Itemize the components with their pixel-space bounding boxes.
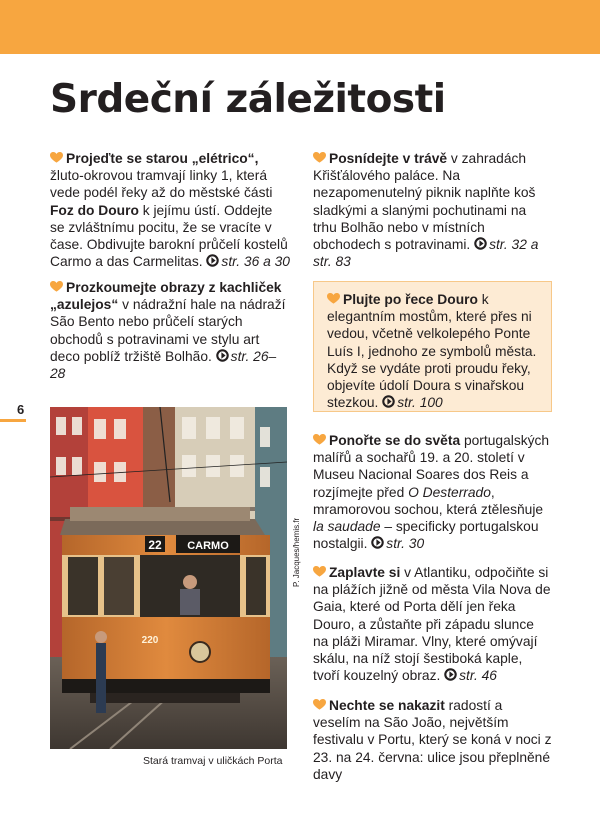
page-reference-icon	[216, 349, 229, 362]
page-number-rule	[0, 419, 26, 422]
page-reference-icon	[206, 254, 219, 267]
heart-icon	[313, 434, 326, 445]
heart-icon	[50, 281, 63, 292]
heart-icon	[313, 566, 326, 577]
photo-caption: Stará tramvaj v uličkách Porta	[143, 755, 283, 767]
photo-credit-text: P. Jacques/hemis.fr	[292, 517, 301, 587]
page-title: Srdeční záležitosti	[50, 77, 446, 122]
heart-icon	[313, 152, 326, 163]
item-text: v nádražní hale na nádraží São Bento nebo průčelí starých obchodů s potravinami ve stylu art deco poblíž tržiště Bolhão.	[50, 297, 286, 364]
item-text: k elegantním mostům, které přes ni vedou, včetně velkolepého Ponte Luís I, jednoho ze symbolů města. Když se vydáte proti proudu řeky, objevíte údolí Doura s vinařskou stezkou.	[327, 292, 537, 411]
item-heading: Prozkoumejte obrazy z kachliček „azulejos“	[50, 280, 282, 313]
item-heading: Ponořte se do světa	[329, 433, 461, 448]
item-azulejos	[50, 279, 290, 382]
item-text: radostí a veselím na São João, největším festivalu v Portu, který se koná v noci z 23. na 24. června: ulice jsou přeplněné davy	[313, 698, 552, 782]
heart-icon	[327, 293, 340, 304]
heart-icon	[50, 152, 63, 163]
item-text: v Atlantiku, odpočiňte si na plážích jižně od města Vila Nova de Gaia, které od Porta dělí jen řeka Douro, a zůstaňte při západu slunce na pláži Miramar. Vlny, které omývají skálu, na níž stojí šestiboká kaple, tvoří kouzelný obraz.	[313, 565, 551, 684]
item-text: v zahradách Křišťálového paláce. Na nezapomenutelný piknik naplňte koš sladkými a slanými pochutinami na trhu Bolhão nebo v místních obchodech s potravinami.	[313, 151, 536, 253]
photo-credit	[292, 407, 304, 587]
top-color-band	[0, 0, 600, 54]
item-text: portugalských malířů a sochařů 19. a 20. století v Museu Nacional Soares dos Reis a rozjímejte před	[313, 433, 550, 500]
item-italic-text: O Desterrado	[408, 484, 491, 500]
page-number: 6	[17, 402, 25, 417]
item-douro	[327, 291, 545, 411]
tram-number: 22	[148, 538, 162, 552]
item-bold-text: Foz do Douro	[50, 202, 139, 218]
item-heading: Posnídejte v trávě	[329, 151, 448, 166]
item-text: , mramorovou sochou, která ztělesňuje	[313, 484, 544, 517]
item-sao-joao	[313, 697, 553, 783]
item-heading: Nechte se nakazit	[329, 698, 445, 713]
heart-icon	[313, 699, 326, 710]
item-text: k jejímu ústí. Oddejte se zvláštnímu pocitu, že se vracíte v čase. Obdivujte barokní průčelí kostelů Carmo a das Carmelitas.	[50, 202, 288, 270]
tram-fleet-number: 220	[141, 635, 159, 646]
item-eletrico	[50, 150, 290, 270]
item-italic-text: la saudade	[313, 519, 381, 535]
page-reference-icon	[382, 395, 395, 408]
page-reference[interactable]: str. 26–28	[50, 348, 277, 382]
tram-photo	[50, 407, 287, 749]
item-text: žluto-okrovou tramvají linky 1, která vede podél řeky až do městské části	[50, 168, 273, 201]
item-text: – specificky portugalskou nostalgii.	[313, 519, 539, 552]
item-heading: Plujte po řece Douro	[343, 292, 478, 307]
page-reference[interactable]: str. 32 a str. 83	[313, 237, 539, 270]
tram-destination: CARMO	[187, 540, 229, 552]
page-reference[interactable]: str. 46	[459, 668, 497, 684]
page-reference[interactable]: str. 36 a 30	[221, 254, 290, 270]
page-reference-icon	[371, 536, 384, 549]
page-reference-icon	[474, 237, 487, 250]
item-piknik	[313, 150, 553, 270]
item-heading: Zaplavte si	[329, 565, 401, 580]
page-reference[interactable]: str. 100	[397, 395, 443, 411]
item-atlantik	[313, 564, 553, 684]
page-reference[interactable]: str. 30	[386, 536, 425, 552]
item-muzeum	[313, 432, 553, 552]
page-reference-icon	[444, 668, 457, 681]
item-heading: Projeďte se starou „elétrico“,	[66, 151, 259, 166]
